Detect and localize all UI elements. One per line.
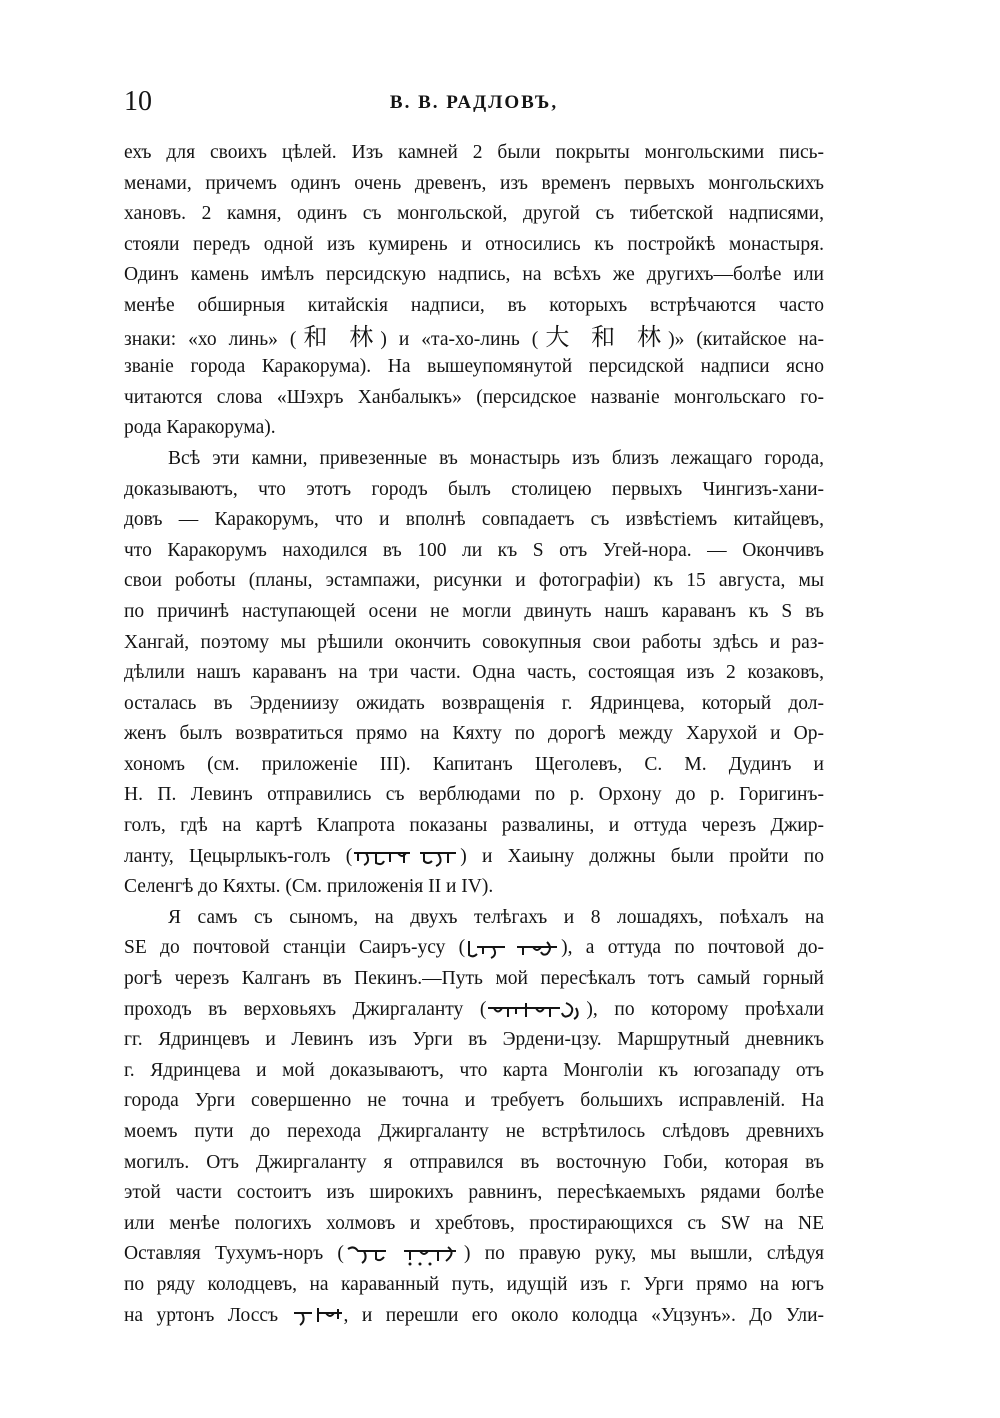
text-line: довъ — Каракорумъ, что и вполнѣ совпадаетъ съ извѣстіемъ китайцевъ, (124, 509, 824, 531)
text-line: доказываютъ, что этотъ городъ былъ столицею первыхъ Чингизъ-хани- (124, 478, 824, 500)
text-line-with-mongolian: Оставляя Тухумъ-норъ ( ) по правую руку, мы вышли, слѣдуя (124, 1239, 824, 1270)
text-line-with-chinese: знаки: «хо линь» (和 林) и «та-хо-линь (大 和 林)» (китайское на- (124, 322, 824, 351)
text-line: хономъ (см. приложеніе III). Капитанъ Щеголевъ, С. М. Дудинъ и (124, 753, 824, 775)
text-line: Хангай, поэтому мы рѣшили окончить совокупныя свои работы здѣсь и раз- (124, 631, 824, 653)
mongolian-script-glyph (352, 846, 460, 868)
text-line: женъ былъ возвратиться прямо на Кяхту по дорогѣ между Харухой и Ор- (124, 723, 824, 745)
text-line: по ряду колодцевъ, на караванный путь, идущій изъ г. Урги прямо на югъ (124, 1273, 824, 1295)
text-line: Одинъ камень имѣлъ персидскую надпись, на всѣхъ же другихъ—болѣе или (124, 264, 824, 286)
text-line: ехъ для своихъ цѣлей. Изъ камней 2 были покрыты монгольскими пись- (124, 142, 824, 163)
mongolian-script-glyph (486, 999, 586, 1021)
text-line: Селенгѣ до Кяхты. (См. приложенія II и IV). (124, 876, 494, 898)
text-line: гг. Ядринцевъ и Левинъ изъ Урги въ Эрдени-цзу. Маршрутный дневникъ (124, 1029, 824, 1051)
mongolian-script-glyph (344, 1243, 464, 1267)
text-line: что Каракорумъ находился въ 100 ли къ S отъ Угей-нора. — Окончивъ (124, 539, 824, 561)
text-line-with-mongolian: на уртонъ Лоссъ , и перешли его около колодца «Уцзунъ». До Ули- (124, 1304, 824, 1326)
text-line: менами, причемъ одинъ очень древенъ, изъ временъ первыхъ монгольскихъ (124, 172, 824, 194)
text-line: Н. П. Левинъ отправились съ верблюдами по р. Орхону до р. Горигинъ- (124, 784, 824, 806)
text-line: читаются слова «Шэхръ Ханбалыкъ» (персидское названіе монгольскаго го- (124, 386, 824, 408)
text-line: голъ, гдѣ на картѣ Клапрота показаны развалины, и оттуда черезъ Джир- (124, 815, 824, 837)
body-text (124, 138, 824, 1331)
text-line: этой части состоитъ изъ широкихъ равнинъ, пересѣкаемыхъ рядами болѣе (124, 1182, 824, 1204)
text-line: осталась въ Эрдениизу ожидать возвращенія г. Ядринцева, который дол- (124, 692, 824, 714)
text-line: Всѣ эти камни, привезенные въ монастырь изъ близъ лежащаго города, (168, 447, 824, 469)
chinese-characters-holin: 和 林 (296, 322, 381, 351)
page-number: 10 (124, 86, 152, 117)
text-line: моемъ пути до перехода Джиргаланту не встрѣтилось слѣдовъ древнихъ (124, 1121, 824, 1142)
page-header (124, 86, 824, 120)
text-line-with-mongolian: ланту, Цецырлыкъ-голъ ( ) и Хаиыну должны были пройти по (124, 845, 824, 867)
text-line: званіе города Каракорума). На вышеупомянутой персидской надписи ясно (124, 356, 824, 378)
text-line: Я самъ съ сыномъ, на двухъ телѣгахъ и 8 лошадяхъ, поѣхалъ на (168, 906, 824, 928)
text-line: могилъ. Отъ Джиргаланту я отправился въ восточную Гоби, которая въ (124, 1151, 824, 1173)
text-line: города Урги совершенно не точна и требуетъ большихъ исправленій. На (124, 1090, 824, 1112)
text-line: свои роботы (планы, эстампажи, рисунки и фотографіи) къ 15 августа, мы (124, 570, 824, 592)
text-line: рогѣ черезъ Калганъ въ Пекинъ.—Путь мой пересѣкалъ тотъ самый горный (124, 968, 824, 990)
running-head: В. В. РАДЛОВЪ, (389, 92, 559, 113)
chinese-characters-taholin: 大 和 林 (538, 322, 669, 351)
text-line: по причинѣ наступающей осени не могли двинуть нашъ караванъ къ S въ (124, 600, 824, 622)
text-line-with-mongolian: SE до почтовой станціи Саиръ-усу ( ), а оттуда по почтовой до- (124, 937, 824, 959)
text-line: или менѣе пологихъ холмовъ и хребтовъ, простирающихся съ SW на NE (124, 1212, 824, 1234)
text-line: дѣлили нашъ караванъ на три части. Одна часть, состоящая изъ 2 козаковъ, (124, 662, 824, 684)
text-line: рода Каракорума). (124, 417, 276, 439)
text-line: хановъ. 2 камня, одинъ съ монгольской, другой съ тибетской надписями, (124, 203, 824, 225)
text-line: г. Ядринцева и мой доказываютъ, что карта Монголіи къ югозападу отъ (124, 1059, 824, 1081)
mongolian-script-glyph (292, 1305, 344, 1327)
text-line-with-mongolian: проходъ въ верховьяхъ Джиргаланту ( ), по которому проѣхали (124, 998, 824, 1020)
mongolian-script-glyph (465, 938, 561, 960)
text-line: стояли передъ одной изъ кумирень и относились къ постройкѣ монастыря. (124, 233, 824, 255)
text-line: менѣе обширныя китайскія надписи, въ которыхъ встрѣчаются часто (124, 294, 824, 316)
